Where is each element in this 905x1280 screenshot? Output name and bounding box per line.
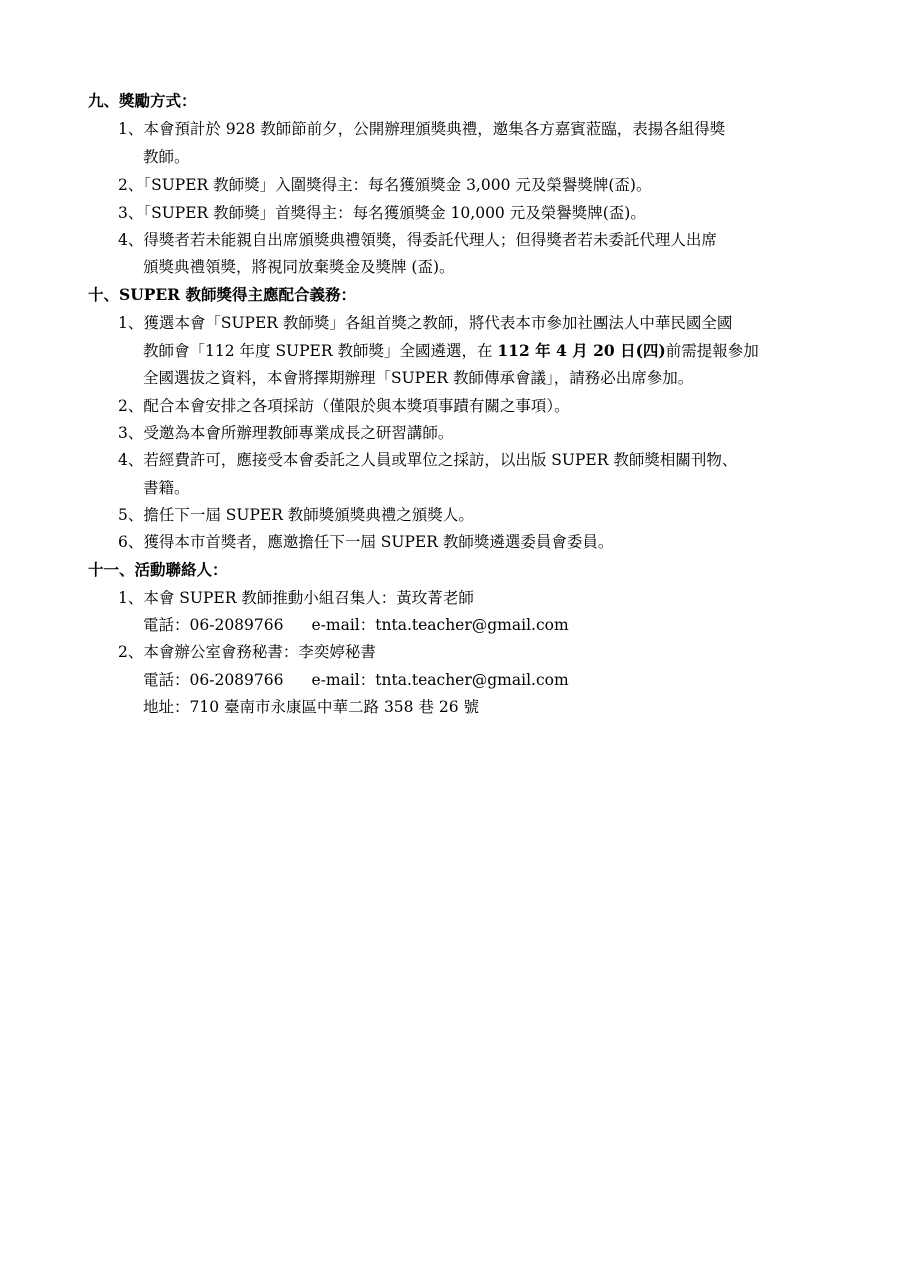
contact-1-title: 1、本會 SUPER 教師推動小組召集人：黃玫菁老師 [118, 589, 474, 607]
section-10-item-1-cont-2: 全國選拔之資料，本會將擇期辦理「SUPER 教師傳承會議」，請務必出席參加。 [143, 369, 694, 387]
section-10-item-4: 4、若經費許可，應接受本會委託之人員或單位之採訪，以出版 SUPER 教師獎相關刊物、 [118, 451, 738, 469]
contact-2-phone: 電話：06-2089766 [143, 671, 284, 689]
section-9-item-3: 3、「SUPER 教師獎」首獎得主：每名獲頒獎金 10,000 元及榮譽獎牌(盃)。 [118, 204, 646, 222]
contact-2-title: 2、本會辦公室會務秘書：李奕婷秘書 [118, 643, 376, 661]
section-9-heading: 九、獎勵方式： [88, 91, 197, 110]
section-10-item-4-cont: 書籍。 [143, 479, 190, 497]
section-10-item-5: 5、擔任下一屆 SUPER 教師獎頒獎典禮之頒獎人。 [118, 506, 474, 524]
section-10-item-1-cont-post: 前需提報參加 [665, 342, 759, 360]
deadline-date: 112 年 4 月 20 日(四) [497, 341, 666, 360]
section-9-item-4-cont: 頒獎典禮領獎，將視同放棄獎金及獎牌 (盃)。 [143, 258, 455, 276]
section-10-item-1-cont-pre: 教師會「112 年度 SUPER 教師獎」全國遴選，在 [143, 342, 498, 360]
section-10-item-1: 1、獲選本會「SUPER 教師獎」各組首獎之教師，將代表本市參加社團法人中華民國全國 [118, 314, 733, 332]
contact-1-details [143, 614, 569, 636]
section-10-item-1-cont [143, 340, 759, 362]
section-10-item-2: 2、配合本會安排之各項採訪（僅限於與本獎項事蹟有關之事項）。 [118, 397, 570, 415]
contact-1-email: e-mail：tnta.teacher@gmail.com [311, 616, 569, 634]
section-11-heading: 十一、活動聯絡人： [88, 560, 228, 579]
contact-1-phone: 電話：06-2089766 [143, 616, 284, 634]
section-9-item-1-cont: 教師。 [143, 148, 190, 166]
section-9-item-1: 1、本會預計於 928 教師節前夕，公開辦理頒獎典禮，邀集各方嘉賓蒞臨，表揚各組得獎 [118, 120, 726, 138]
contact-2-email: e-mail：tnta.teacher@gmail.com [311, 671, 569, 689]
contact-2-address: 地址：710 臺南市永康區中華二路 358 巷 26 號 [143, 698, 480, 716]
section-10-item-3: 3、受邀為本會所辦理教師專業成長之研習講師。 [118, 424, 454, 442]
section-9-item-2: 2、「SUPER 教師獎」入圍獎得主：每名獲頒獎金 3,000 元及榮譽獎牌(盃)。 [118, 176, 652, 194]
contact-2-details [143, 669, 569, 691]
section-9-item-4: 4、得獎者若未能親自出席頒獎典禮領獎，得委託代理人；但得獎者若未委託代理人出席 [118, 231, 717, 249]
section-10-heading: 十、SUPER 教師獎得主應配合義務： [88, 285, 356, 304]
section-10-item-6: 6、獲得本市首獎者，應邀擔任下一屆 SUPER 教師獎遴選委員會委員。 [118, 533, 614, 551]
